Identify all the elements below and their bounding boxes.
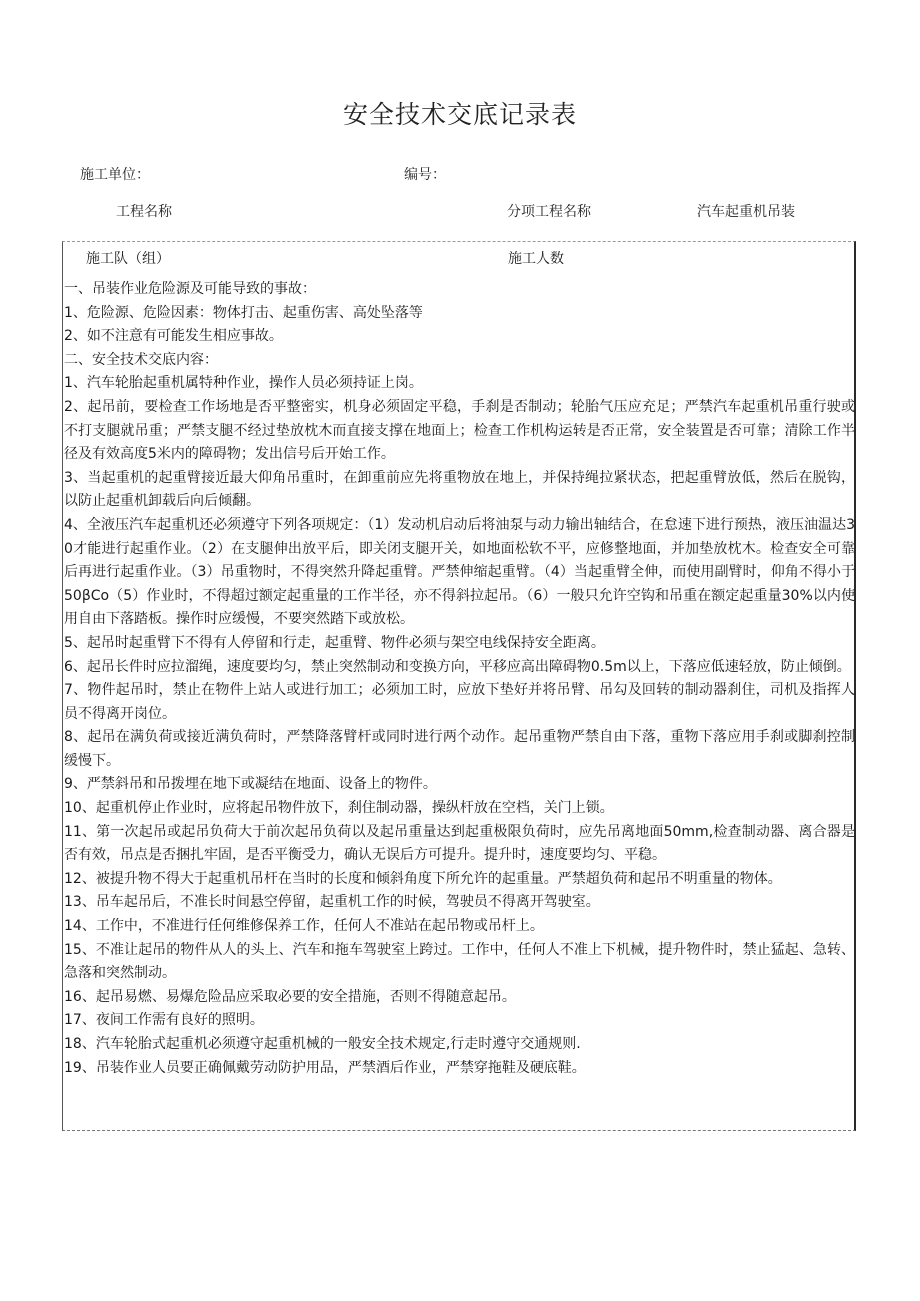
briefing-item: 12、被提升物不得大于起重机吊杆在当时的长度和倾斜角度下所允许的起重量。严禁超负荷和起吊不明重量的物体。 <box>64 870 782 887</box>
briefing-item: 8、起吊在满负荷或接近满负荷时，严禁降落臂杆或同时进行两个动作。起吊重物严禁自由下落，重物下落应用手刹或脚刹控制缓慢下。 <box>64 729 855 769</box>
briefing-item: 7、物件起吊时，禁止在物件上站人或进行加工；必须加工时，应放下垫好并将吊臂、吊勾及回转的制动器刹住，司机及指挥人员不得离开岗位。 <box>64 682 855 722</box>
team-row <box>63 246 854 272</box>
construction-unit-label: 施工单位： <box>80 167 150 183</box>
briefing-item: 4、全液压汽车起重机还必须遵守下列各项规定：（1）发动机启动后将油泵与动力输出轴结合，在怠速下进行预热，液压油温达30才能进行起重作业。（2）在支腿伸出放平后，即关闭支腿开关，如地面松软不平，应修整地面，并加垫放枕木。检查安全可靠后再进行起重作业。（3）吊重物时，不得突然升降起重臂。严禁伸缩起重臂。（4）当起重臂全伸，而使用副臂时，仰角不得小于50βCo（5）作业时，不得超过额定起重量的工作半径，亦不得斜拉起吊。（6）一般只允许空钩和吊重在额定起重量30%以内使用自由下落踏板。操作时应缓慢，不要突然踏下或放松。 <box>64 516 855 628</box>
briefing-item: 9、严禁斜吊和吊拨埋在地下或凝结在地面、设备上的物件。 <box>64 776 437 793</box>
briefing-item: 17、夜间工作需有良好的照明。 <box>64 1012 264 1029</box>
briefing-item: 16、起吊易燃、易爆危险品应采取必要的安全措施，否则不得随意起吊。 <box>64 988 516 1005</box>
document-title: 安全技术交底记录表 <box>342 100 577 129</box>
briefing-item: 5、起吊时起重臂下不得有人停留和行走，起重臂、物件必须与架空电线保持安全距离。 <box>64 634 605 651</box>
project-name-label: 工程名称 <box>116 204 172 220</box>
hazard-item: 1、危险源、危险因素：物体打击、起重伤害、高处坠落等 <box>64 304 423 321</box>
briefing-item: 14、工作中，不准进行任何维修保养工作，任何人不准站在起吊物或吊杆上。 <box>64 918 544 935</box>
sub-project-name-value: 汽车起重机吊装 <box>697 204 795 220</box>
sub-project-name-label: 分项工程名称 <box>507 204 591 220</box>
briefing-item: 10、起重机停止作业时，应将起吊物件放下，刹住制动器，操纵杆放在空档，关门上锁。 <box>64 800 614 817</box>
briefing-item: 11、第一次起吊或起吊负荷大于前次起吊负荷以及起吊重量达到起重极限负荷时，应先吊离地面50mm,检查制动器、离合器是否有效，吊点是否捆扎牢固，是否平衡受力，确认无误后方可提升。提升时，速度要均匀、平稳。 <box>64 823 855 864</box>
briefing-content <box>63 278 855 1080</box>
briefing-item: 3、当起重机的起重臂接近最大仰角吊重时，在卸重前应先将重物放在地上，并保持绳拉紧状态，把起重臂放低，然后在脱钩，以防止起重机卸载后向后倾翻。 <box>64 469 855 510</box>
hazard-item: 2、如不注意有可能发生相应事故。 <box>64 328 283 345</box>
briefing-item: 13、吊车起吊后，不准长时间悬空停留，起重机工作的时候，驾驶员不得离开驾驶室。 <box>64 894 600 911</box>
worker-count-label: 施工人数 <box>508 251 564 267</box>
section-heading-briefing: 二、安全技术交底内容： <box>64 351 218 368</box>
briefing-item: 6、起吊长件时应拉溜绳，速度要均匀，禁止突然制动和变换方向，平移应高出障碍物0.5m以上，下落应低速轻放，防止倾倒。 <box>64 658 851 675</box>
safety-briefing-table <box>62 241 856 1131</box>
briefing-item: 1、汽车轮胎起重机属特种作业，操作人员必须持证上岗。 <box>64 375 423 392</box>
briefing-item: 15、不准让起吊的物件从人的头上、汽车和拖车驾驶室上跨过。工作中，任何人不准上下机械，提升物件时，禁止猛起、急转、急落和突然制动。 <box>64 941 855 982</box>
briefing-item: 18、汽车轮胎式起重机必须遵守起重机械的一般安全技术规定,行走时遵守交通规则. <box>64 1036 581 1052</box>
number-label: 编号： <box>404 167 446 183</box>
briefing-item: 2、起吊前，要检查工作场地是否平整密实，机身必须固定平稳，手刹是否制动；轮胎气压应充足；严禁汽车起重机吊重行驶或不打支腿就吊重；严禁支腿不经过垫放枕木而直接支撑在地面上；检查工作机构运转是否正常，安全装置是否可靠；清除工作半径及有效高度5米内的障碍物；发出信号后开始工作。 <box>64 398 855 463</box>
briefing-item: 19、吊装作业人员要正确佩戴劳动防护用品，严禁酒后作业，严禁穿拖鞋及硬底鞋。 <box>64 1059 586 1076</box>
section-heading-hazards: 一、吊装作业危险源及可能导致的事故： <box>64 281 316 297</box>
team-label: 施工队（组） <box>86 251 170 267</box>
